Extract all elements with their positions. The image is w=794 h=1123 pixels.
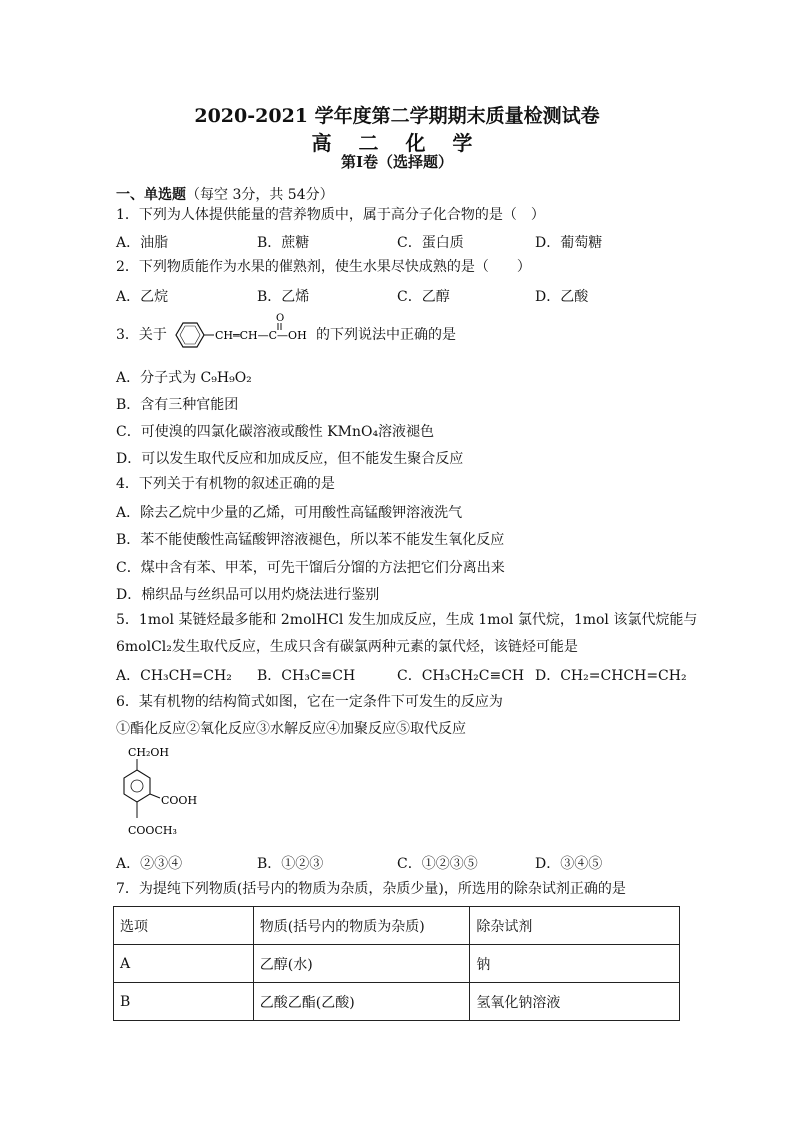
q4-option-c: C．煤中含有苯、甲苯，可先干馏后分馏的方法把它们分离出来 <box>116 560 505 576</box>
table-row <box>114 983 680 1021</box>
q6-option-d: D．③④⑤ <box>535 856 603 872</box>
q6-option-c: C．①②③⑤ <box>397 856 478 872</box>
table-header-cell: 除杂试剂 <box>470 907 680 945</box>
section-heading <box>116 186 334 204</box>
q6-bottom-group: COOCH₃ <box>128 824 177 837</box>
q6-right-group: COOH <box>161 794 198 807</box>
q5-option-c: C．CH₃CH₂C≡CH <box>397 668 525 684</box>
section-title: 一、单选题 <box>116 187 186 203</box>
q1-option-c: C．蛋白质 <box>397 235 464 251</box>
q3-suffix: 的下列说法中正确的是 <box>316 327 456 343</box>
q4-option-a: A．除去乙烷中少量的乙烯，可用酸性高锰酸钾溶液洗气 <box>116 505 463 521</box>
q5-line2: 6molCl₂发生取代反应，生成只含有碳氯两种元素的氯代烃，该链烃可能是 <box>116 639 578 655</box>
table-cell: 乙醇(水) <box>253 945 470 983</box>
table-cell: 钠 <box>470 945 680 983</box>
q2-option-c: C．乙醇 <box>397 289 450 305</box>
q2-stem: 2．下列物质能作为水果的催熟剂，使生水果尽快成熟的是（ ） <box>116 259 531 275</box>
table-cell: 氢氧化钠溶液 <box>470 983 680 1021</box>
benzene-inner-ring <box>180 326 200 344</box>
q1-option-a: A．油脂 <box>116 235 169 251</box>
q6-top-group: CH₂OH <box>128 746 170 759</box>
right-bond <box>150 794 160 798</box>
carbonyl-oxygen: O <box>276 313 285 324</box>
q3-prefix: 3．关于 <box>116 327 167 343</box>
q5-option-b: B．CH₃C≡CH <box>257 668 356 684</box>
q6-option-a: A．②③④ <box>116 856 183 872</box>
q5-line1: 5．1mol 某链烃最多能和 2molHCl 发生加成反应，生成 1mol 氯代烷，1mol 该氯代烷能与 <box>116 612 698 628</box>
exam-part: 第Ⅰ卷（选择题） <box>340 153 454 171</box>
table-header-cell: 选项 <box>114 907 254 945</box>
q6-ring-circle <box>131 780 143 792</box>
table-cell: A <box>114 945 254 983</box>
exam-subject: 高 二 化 学 <box>311 131 483 155</box>
q5-option-d: D．CH₂=CHCH=CH₂ <box>535 668 687 684</box>
q6-option-b: B．①②③ <box>257 856 324 872</box>
q4-option-b: B．苯不能使酸性高锰酸钾溶液褪色，所以苯不能发生氧化反应 <box>116 532 505 548</box>
q6-reactions: ①酯化反应②氧化反应③水解反应④加聚反应⑤取代反应 <box>116 721 466 737</box>
section-note: （每空 3分，共 54分） <box>186 187 334 203</box>
q1-option-d: D．葡萄糖 <box>535 235 603 251</box>
table-cell: B <box>114 983 254 1021</box>
q3-option-c: C．可使溴的四氯化碳溶液或酸性 KMnO₄溶液褪色 <box>116 424 435 440</box>
q6-structure <box>114 742 224 846</box>
q3-chain-text: CH═CH—C—OH <box>215 329 307 342</box>
q2-option-d: D．乙酸 <box>535 289 589 305</box>
q1-stem: 1．下列为人体提供能量的营养物质中，属于高分子化合物的是（ ） <box>116 207 545 223</box>
q1-option-b: B．蔗糖 <box>257 235 310 251</box>
q6-stem: 6．某有机物的结构简式如图，它在一定条件下可发生的反应为 <box>116 694 503 710</box>
cinnamic-acid-structure <box>168 310 318 352</box>
q2-option-a: A．乙烷 <box>116 289 169 305</box>
q3-option-a: A．分子式为 C₉H₉O₂ <box>116 370 252 386</box>
exam-title: 2020-2021 学年度第二学期期末质量检测试卷 <box>194 105 600 127</box>
table-header-row <box>114 907 680 945</box>
table-row <box>114 945 680 983</box>
q2-option-b: B．乙烯 <box>257 289 310 305</box>
q5-option-a: A．CH₃CH=CH₂ <box>116 668 232 684</box>
q3-option-d: D．可以发生取代反应和加成反应，但不能发生聚合反应 <box>116 451 464 467</box>
q7-table <box>113 906 680 1021</box>
q4-option-d: D．棉织品与丝织品可以用灼烧法进行鉴别 <box>116 587 380 603</box>
q3-option-b: B．含有三种官能团 <box>116 397 239 413</box>
q6-ring <box>124 770 150 802</box>
q4-stem: 4．下列关于有机物的叙述正确的是 <box>116 476 335 492</box>
table-header-cell: 物质(括号内的物质为杂质) <box>253 907 470 945</box>
q7-stem: 7．为提纯下列物质(括号内的物质为杂质，杂质少量)，所选用的除杂试剂正确的是 <box>116 881 626 897</box>
table-cell: 乙酸乙酯(乙酸) <box>253 983 470 1021</box>
